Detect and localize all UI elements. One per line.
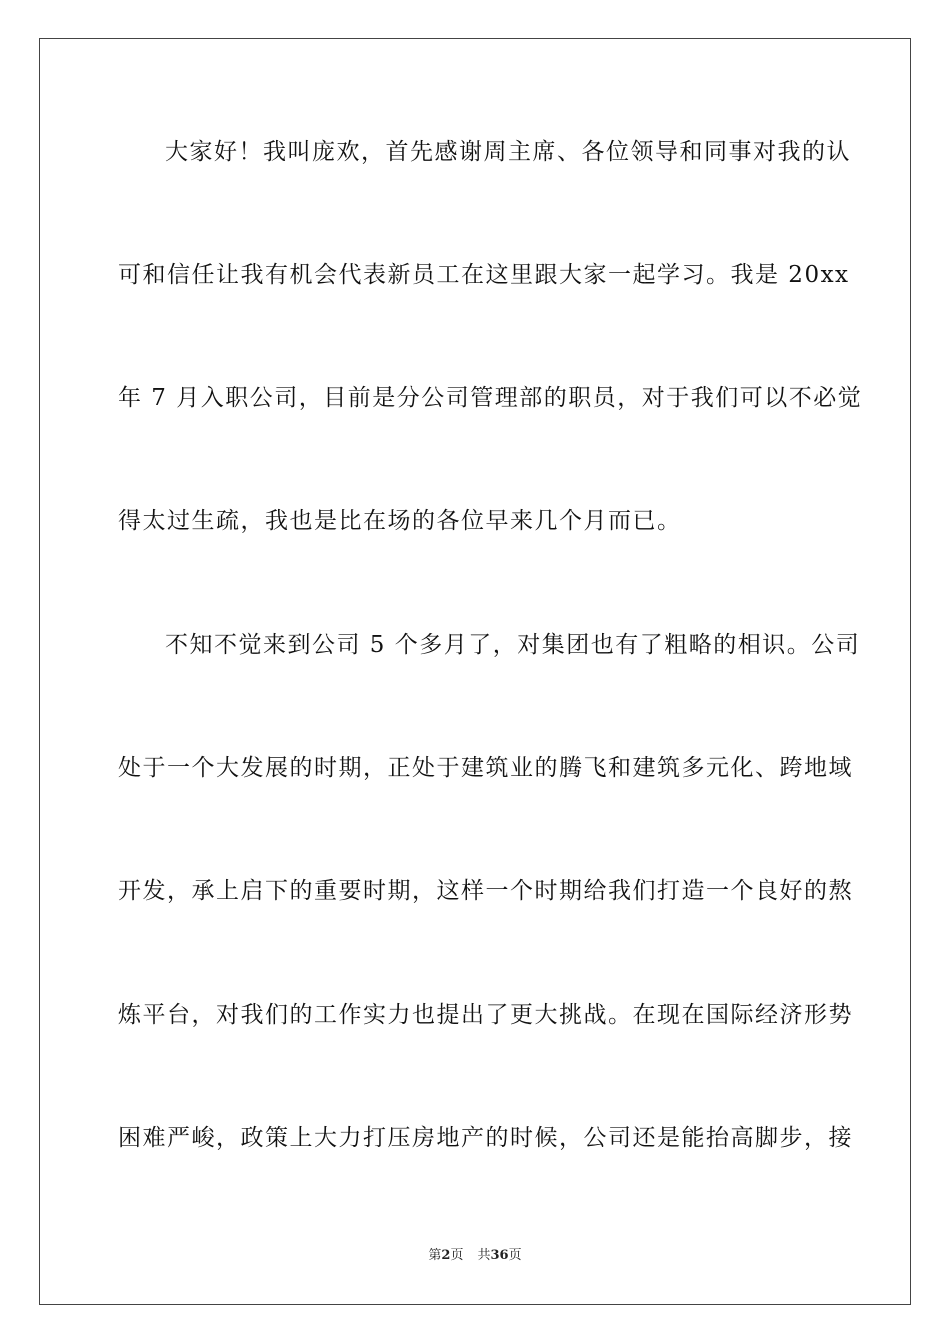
page-border — [39, 38, 911, 1305]
footer-total-pages: 36 — [490, 1248, 509, 1263]
paragraph-1-line-4: 得太过生疏，我也是比在场的各位早来几个月而已。 — [118, 508, 682, 534]
paragraph-1-line-3: 年 7 月入职公司，目前是分公司管理部的职员，对于我们可以不必觉 — [118, 385, 863, 411]
footer-page-suffix: 页 — [450, 1248, 464, 1263]
footer-page-number: 2 — [441, 1248, 451, 1263]
paragraph-2-line-5: 困难严峻，政策上大力打压房地产的时候，公司还是能抬高脚步，接 — [118, 1125, 853, 1151]
footer-total-suffix: 页 — [508, 1248, 522, 1263]
paragraph-2-line-2: 处于一个大发展的时期，正处于建筑业的腾飞和建筑多元化、跨地域 — [118, 755, 853, 781]
page-footer — [0, 1247, 950, 1265]
paragraph-2-line-4: 炼平台，对我们的工作实力也提出了更大挑战。在现在国际经济形势 — [118, 1002, 853, 1028]
paragraph-2-line-3: 开发，承上启下的重要时期，这样一个时期给我们打造一个良好的熬 — [118, 878, 853, 904]
footer-page-prefix: 第 — [428, 1248, 442, 1263]
paragraph-1-line-2: 可和信任让我有机会代表新员工在这里跟大家一起学习。我是 20xx — [118, 262, 850, 288]
paragraph-1-line-1: 大家好！我叫庞欢，首先感谢周主席、各位领导和同事对我的认 — [165, 139, 851, 165]
paragraph-2-line-1: 不知不觉来到公司 5 个多月了，对集团也有了粗略的相识。公司 — [165, 632, 861, 658]
footer-total-prefix: 共 — [477, 1248, 491, 1263]
